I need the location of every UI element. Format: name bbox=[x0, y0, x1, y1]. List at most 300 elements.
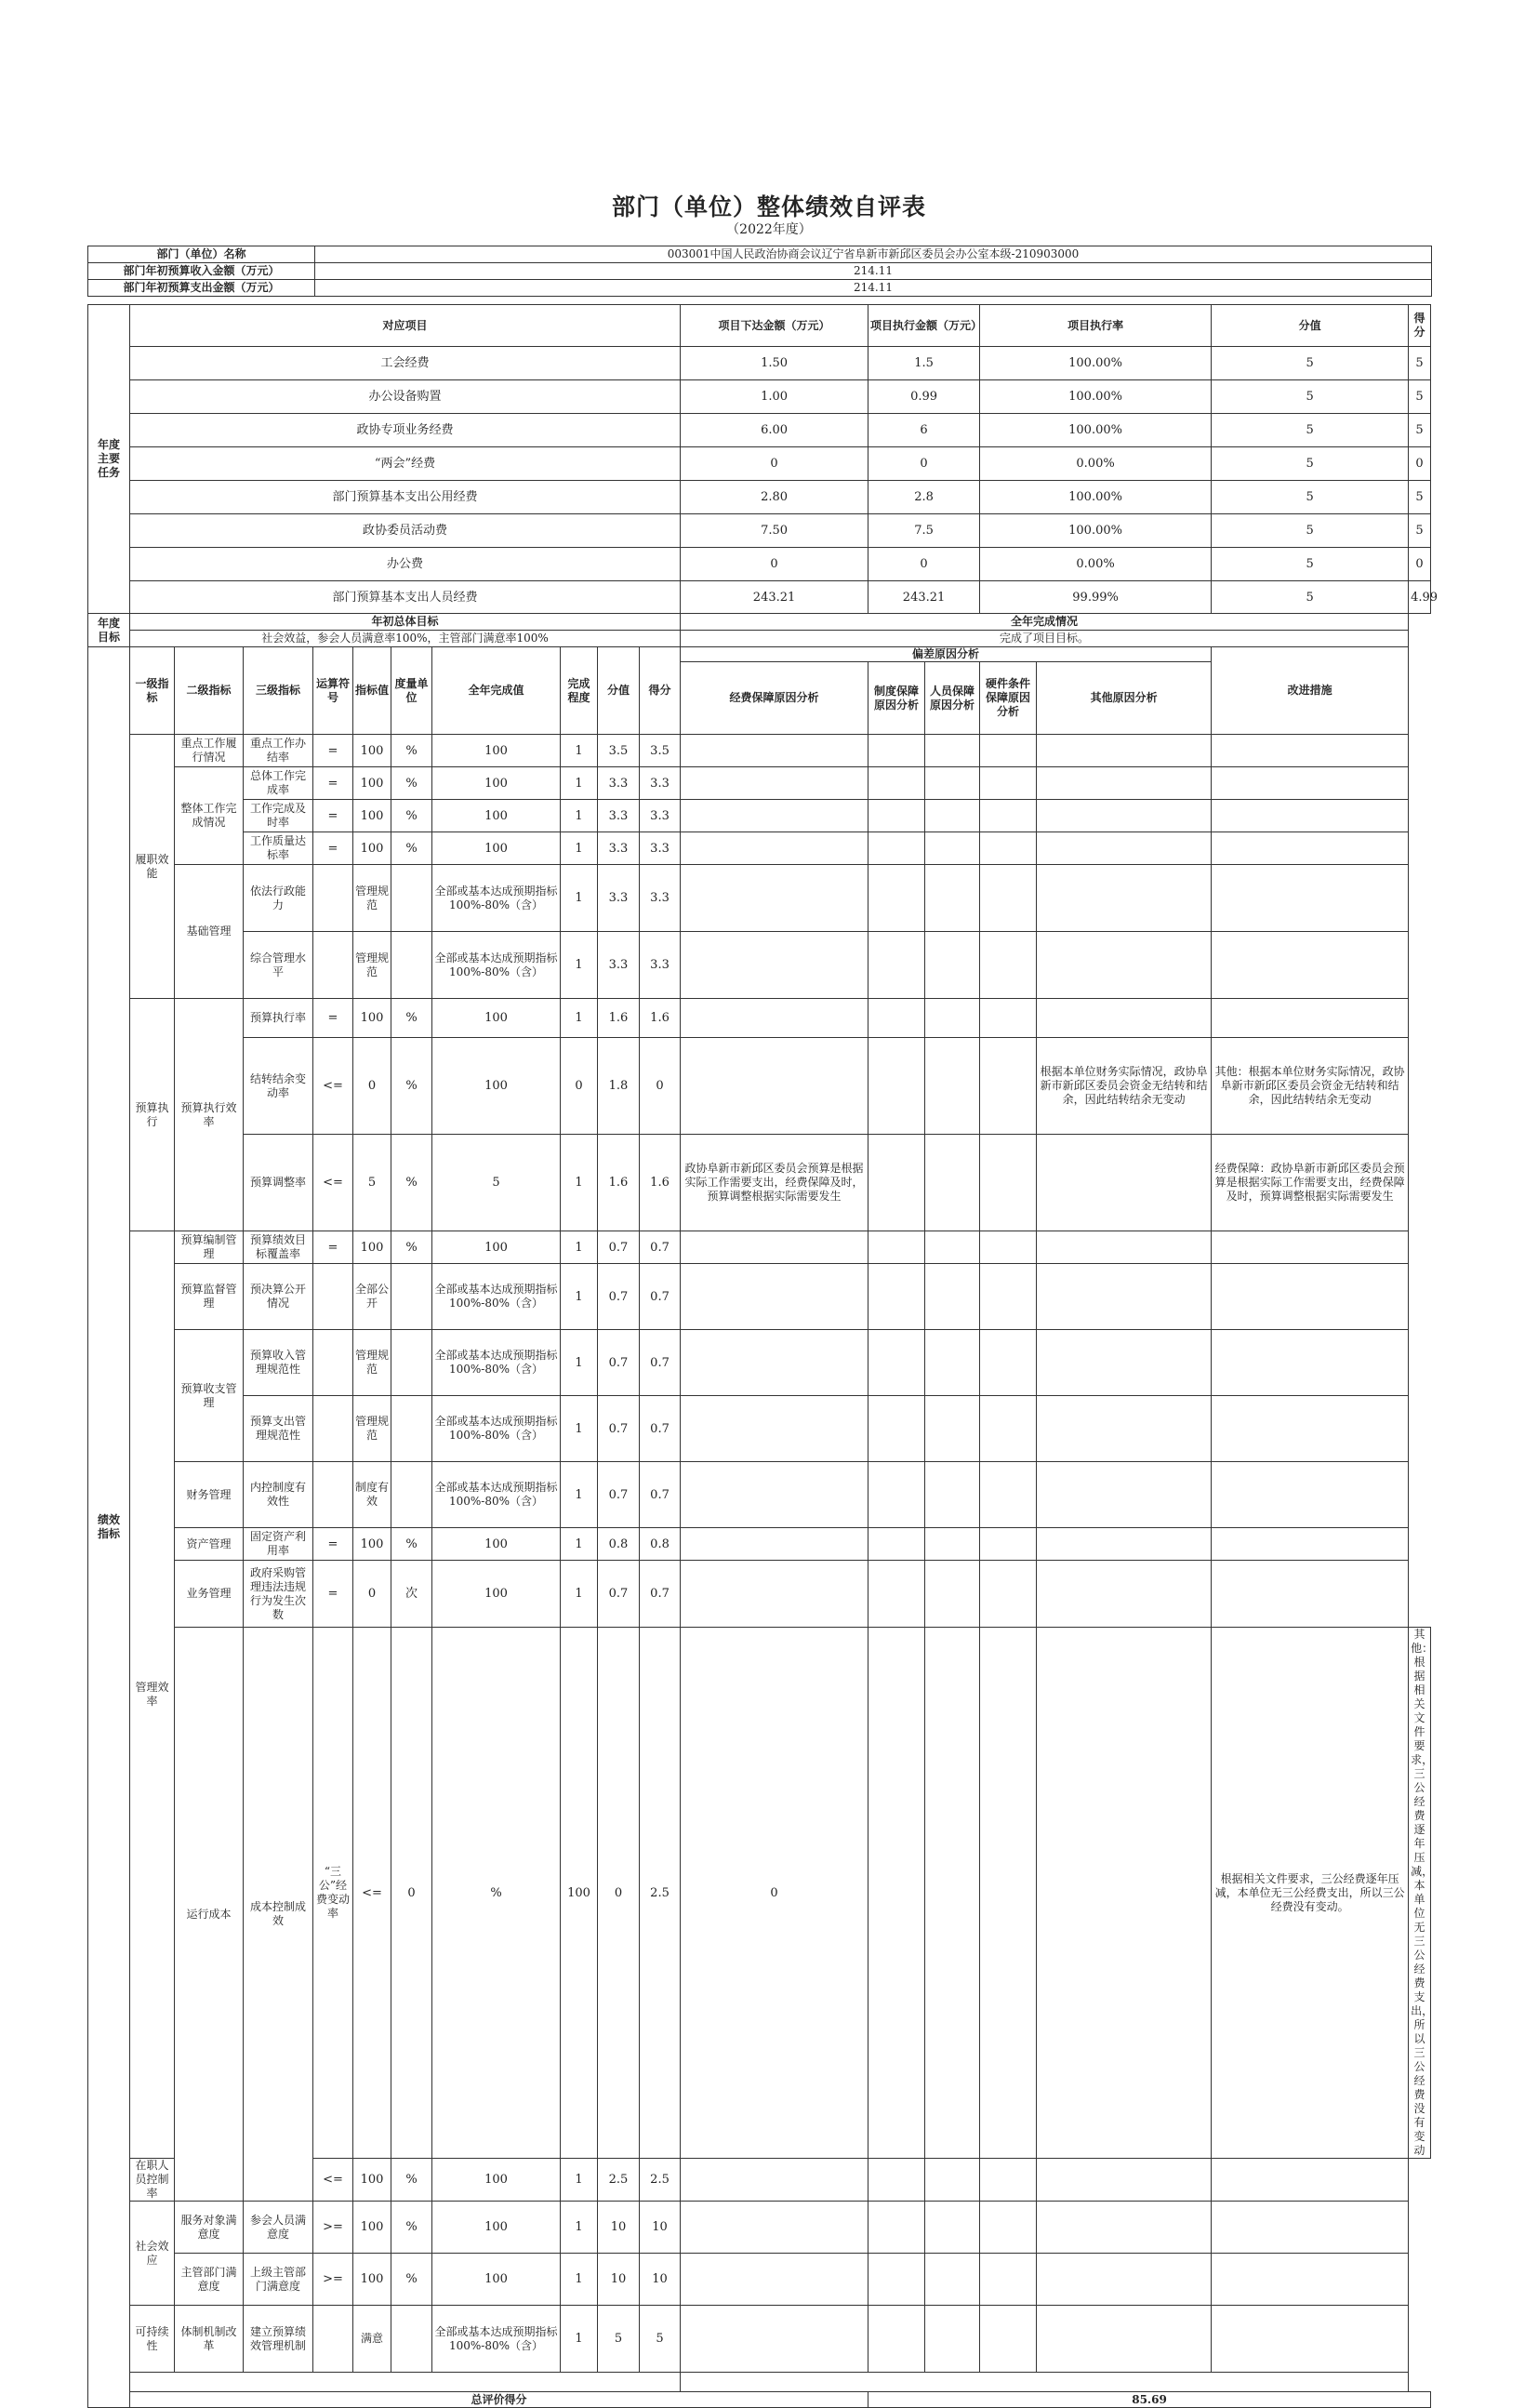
col-dev-hardware: 硬件条件保障原因分析 bbox=[980, 662, 1037, 735]
score-cell: 10 bbox=[598, 2202, 640, 2254]
got-cell: 0.7 bbox=[640, 1330, 681, 1396]
goals-section-label: 年度目标 bbox=[88, 614, 130, 647]
task-row bbox=[88, 347, 1431, 380]
task-row bbox=[88, 447, 1431, 481]
page-title: 部门（单位）整体绩效自评表 bbox=[611, 193, 926, 220]
goals-initial-header: 年初总体目标 bbox=[130, 614, 681, 631]
actual-cell: 100 bbox=[432, 1528, 561, 1561]
level3-cell: 工作质量达标率 bbox=[244, 832, 313, 865]
actual-cell: 全部或基本达成预期指标100%-80%（含） bbox=[432, 1330, 561, 1396]
level3-cell: 固定资产利用率 bbox=[244, 1528, 313, 1561]
level1-cell: 社会效应 bbox=[130, 2202, 175, 2306]
indicator-row bbox=[88, 1561, 1431, 1628]
level2-cell: 基础管理 bbox=[175, 865, 244, 999]
level1-cell: 预算执行 bbox=[130, 999, 175, 1231]
level2-cell: 资产管理 bbox=[175, 1528, 244, 1561]
task-row bbox=[88, 414, 1431, 447]
level2-cell: 预算编制管理 bbox=[175, 1231, 244, 1264]
level3-cell: 总体工作完成率 bbox=[244, 767, 313, 800]
score-cell: 5 bbox=[598, 2306, 640, 2373]
op-cell: <= bbox=[313, 1135, 353, 1231]
task-cell: 0.00% bbox=[980, 447, 1212, 481]
got-cell: 3.3 bbox=[640, 767, 681, 800]
target-cell: 100 bbox=[353, 767, 391, 800]
got-cell: 3.3 bbox=[640, 832, 681, 865]
task-cell: 5 bbox=[1212, 347, 1409, 380]
task-cell: 0 bbox=[1409, 447, 1431, 481]
indicator-row bbox=[88, 1330, 1431, 1396]
level2-cell: 主管部门满意度 bbox=[175, 2254, 244, 2306]
op-cell: = bbox=[313, 1561, 353, 1628]
task-cell: 0 bbox=[681, 548, 868, 581]
indicator-row bbox=[88, 832, 1431, 865]
task-name: 办公费 bbox=[130, 548, 681, 581]
tasks-col-header: 分值 bbox=[1212, 305, 1409, 347]
unit-cell: % bbox=[391, 735, 432, 767]
indicator-row bbox=[88, 932, 1431, 999]
spacer-row bbox=[88, 2373, 1431, 2392]
score-cell: 0.7 bbox=[598, 1561, 640, 1628]
improvement-note: 其他：根据相关文件要求，三公经费逐年压减，本单位无三公经费支出，所以三公经费没有变动 bbox=[1409, 1628, 1431, 2159]
score-cell: 0.7 bbox=[598, 1231, 640, 1264]
col-dev-system: 制度保障原因分析 bbox=[868, 662, 925, 735]
op-cell bbox=[313, 865, 353, 932]
goals-initial-value: 社会效益，参会人员满意率100%，主管部门满意率100% bbox=[130, 631, 681, 647]
score-cell: 3.3 bbox=[598, 800, 640, 832]
unit-cell: % bbox=[391, 800, 432, 832]
score-cell: 0.7 bbox=[598, 1264, 640, 1330]
op-cell: <= bbox=[313, 2159, 353, 2202]
got-cell: 10 bbox=[640, 2202, 681, 2254]
actual-cell: 100 bbox=[432, 832, 561, 865]
target-cell: 制度有效 bbox=[353, 1462, 391, 1528]
level3-cell: 参会人员满意度 bbox=[244, 2202, 313, 2254]
unit-cell: % bbox=[391, 1038, 432, 1135]
unit-cell: % bbox=[432, 1628, 561, 2159]
level3-cell: 预算收入管理规范性 bbox=[244, 1330, 313, 1396]
task-cell: 4.99 bbox=[1409, 581, 1431, 614]
actual-cell: 100 bbox=[432, 1561, 561, 1628]
tasks-col-header: 项目下达金额（万元） bbox=[681, 305, 868, 347]
level2-cell: 预算监督管理 bbox=[175, 1264, 244, 1330]
col-score: 分值 bbox=[598, 647, 640, 735]
task-name: 工会经费 bbox=[130, 347, 681, 380]
level3-cell: 建立预算绩效管理机制 bbox=[244, 2306, 313, 2373]
got-cell: 0.7 bbox=[640, 1231, 681, 1264]
level3-cell: 依法行政能力 bbox=[244, 865, 313, 932]
target-cell: 管理规范 bbox=[353, 1330, 391, 1396]
tasks-col-header: 得分 bbox=[1409, 305, 1431, 347]
level3-cell: “三公”经费变动率 bbox=[313, 1628, 353, 2159]
actual-cell: 100 bbox=[432, 767, 561, 800]
indicator-row bbox=[88, 767, 1431, 800]
level3-cell: 预决算公开情况 bbox=[244, 1264, 313, 1330]
actual-cell: 100 bbox=[432, 999, 561, 1038]
task-cell: 0 bbox=[681, 447, 868, 481]
score-cell: 1.8 bbox=[598, 1038, 640, 1135]
op-cell: = bbox=[313, 1528, 353, 1561]
task-row bbox=[88, 581, 1431, 614]
degree-cell: 1 bbox=[561, 2254, 598, 2306]
unit-cell: % bbox=[391, 832, 432, 865]
level1-cell: 管理效率 bbox=[130, 1231, 175, 2159]
got-cell: 5 bbox=[640, 2306, 681, 2373]
level3-cell: 工作完成及时率 bbox=[244, 800, 313, 832]
unit-cell: 次 bbox=[391, 1561, 432, 1628]
header-label: 部门年初预算收入金额（万元） bbox=[88, 263, 315, 280]
unit-cell bbox=[391, 1396, 432, 1462]
col-unit: 度量单位 bbox=[391, 647, 432, 735]
task-cell: 5 bbox=[1212, 514, 1409, 548]
unit-cell: % bbox=[391, 1231, 432, 1264]
got-cell: 0 bbox=[681, 1628, 868, 2159]
got-cell: 0.8 bbox=[640, 1528, 681, 1561]
score-cell: 3.3 bbox=[598, 865, 640, 932]
target-cell: 100 bbox=[353, 1528, 391, 1561]
actual-cell: 100 bbox=[432, 2159, 561, 2202]
target-cell: 0 bbox=[391, 1628, 432, 2159]
actual-cell: 100 bbox=[561, 1628, 598, 2159]
indicator-row bbox=[88, 735, 1431, 767]
unit-cell bbox=[391, 2306, 432, 2373]
got-cell: 3.3 bbox=[640, 932, 681, 999]
actual-cell: 全部或基本达成预期指标100%-80%（含） bbox=[432, 2306, 561, 2373]
task-cell: 1.5 bbox=[868, 347, 980, 380]
op-cell bbox=[313, 1462, 353, 1528]
task-cell: 0.00% bbox=[980, 548, 1212, 581]
target-cell: 满意 bbox=[353, 2306, 391, 2373]
task-row bbox=[88, 380, 1431, 414]
op-cell: = bbox=[313, 800, 353, 832]
col-level3: 三级指标 bbox=[244, 647, 313, 735]
unit-cell: % bbox=[391, 2254, 432, 2306]
got-cell: 0.7 bbox=[640, 1396, 681, 1462]
task-cell: 2.80 bbox=[681, 481, 868, 514]
task-cell: 7.50 bbox=[681, 514, 868, 548]
level3-cell: 上级主管部门满意度 bbox=[244, 2254, 313, 2306]
level1-cell: 履职效能 bbox=[130, 735, 175, 999]
indicator-row bbox=[88, 800, 1431, 832]
level2-cell: 重点工作履行情况 bbox=[175, 735, 244, 767]
op-cell bbox=[313, 932, 353, 999]
actual-cell: 100 bbox=[432, 1231, 561, 1264]
level2-cell: 体制机制改革 bbox=[175, 2306, 244, 2373]
level3-cell: 综合管理水平 bbox=[244, 932, 313, 999]
indicator-row bbox=[88, 1462, 1431, 1528]
score-cell: 1.6 bbox=[598, 999, 640, 1038]
degree-cell: 1 bbox=[561, 932, 598, 999]
target-cell: 100 bbox=[353, 735, 391, 767]
degree-cell: 1 bbox=[561, 1135, 598, 1231]
op-cell bbox=[313, 1264, 353, 1330]
deviation-other-note: 根据本单位财务实际情况，政协阜新市新邱区委员会资金无结转和结余，因此结转结余无变动 bbox=[1037, 1038, 1212, 1135]
target-cell: 管理规范 bbox=[353, 1396, 391, 1462]
deviation-other-note: 根据相关文件要求，三公经费逐年压减，本单位无三公经费支出，所以三公经费没有变动。 bbox=[1212, 1628, 1409, 2159]
target-cell: 管理规范 bbox=[353, 932, 391, 999]
task-cell: 0 bbox=[868, 447, 980, 481]
header-value: 003001中国人民政治协商会议辽宁省阜新市新邱区委员会办公室本级-210903000 bbox=[315, 246, 1432, 263]
goals-complete-header: 全年完成情况 bbox=[681, 614, 1409, 631]
got-cell: 3.3 bbox=[640, 800, 681, 832]
level3-cell: 预算调整率 bbox=[244, 1135, 313, 1231]
level2-cell: 服务对象满意度 bbox=[175, 2202, 244, 2254]
actual-cell: 5 bbox=[432, 1135, 561, 1231]
task-name: 政协专项业务经费 bbox=[130, 414, 681, 447]
op-cell: >= bbox=[313, 2254, 353, 2306]
degree-cell: 1 bbox=[561, 1561, 598, 1628]
indicator-row bbox=[88, 2202, 1431, 2254]
task-name: 部门预算基本支出公用经费 bbox=[130, 481, 681, 514]
indicator-row bbox=[88, 2254, 1431, 2306]
level2-cell: 预算执行效率 bbox=[175, 999, 244, 1231]
task-cell: 6.00 bbox=[681, 414, 868, 447]
degree-cell: 1 bbox=[561, 2159, 598, 2202]
score-cell: 2.5 bbox=[598, 2159, 640, 2202]
task-cell: 5 bbox=[1212, 581, 1409, 614]
task-cell: 1.00 bbox=[681, 380, 868, 414]
header-label: 部门年初预算支出金额（万元） bbox=[88, 280, 315, 297]
page-year: （2022年度） bbox=[726, 222, 812, 237]
task-cell: 0 bbox=[1409, 548, 1431, 581]
op-cell bbox=[313, 1396, 353, 1462]
got-cell: 0.7 bbox=[640, 1264, 681, 1330]
task-cell: 0.99 bbox=[868, 380, 980, 414]
degree-cell: 0 bbox=[561, 1038, 598, 1135]
indicator-row bbox=[88, 1038, 1431, 1135]
task-cell: 99.99% bbox=[980, 581, 1212, 614]
score-cell: 2.5 bbox=[640, 1628, 681, 2159]
indicator-row bbox=[88, 2306, 1431, 2373]
degree-cell: 1 bbox=[561, 2202, 598, 2254]
score-cell: 1.6 bbox=[598, 1135, 640, 1231]
task-cell: 100.00% bbox=[980, 514, 1212, 548]
op-cell bbox=[313, 1330, 353, 1396]
target-cell: 100 bbox=[353, 999, 391, 1038]
task-cell: 5 bbox=[1409, 380, 1431, 414]
task-row bbox=[88, 548, 1431, 581]
task-cell: 5 bbox=[1212, 414, 1409, 447]
target-cell: 0 bbox=[353, 1561, 391, 1628]
degree-cell: 1 bbox=[561, 735, 598, 767]
unit-cell bbox=[391, 1330, 432, 1396]
op-cell: <= bbox=[313, 1038, 353, 1135]
task-cell: 5 bbox=[1409, 514, 1431, 548]
target-cell: 100 bbox=[353, 2159, 391, 2202]
degree-cell: 1 bbox=[561, 865, 598, 932]
col-degree: 完成程度 bbox=[561, 647, 598, 735]
score-cell: 3.3 bbox=[598, 832, 640, 865]
task-cell: 0 bbox=[868, 548, 980, 581]
header-row bbox=[88, 246, 1432, 263]
actual-cell: 全部或基本达成预期指标100%-80%（含） bbox=[432, 865, 561, 932]
total-row bbox=[88, 2392, 1431, 2408]
task-row bbox=[88, 514, 1431, 548]
unit-cell: % bbox=[391, 999, 432, 1038]
unit-cell bbox=[391, 865, 432, 932]
improvement-note: 经费保障：政协阜新市新邱区委员会预算是根据实际工作需要支出，经费保障及时，预算调整根据实际需要发生 bbox=[1212, 1135, 1409, 1231]
task-name: 办公设备购置 bbox=[130, 380, 681, 414]
score-cell: 3.3 bbox=[598, 767, 640, 800]
indicator-row bbox=[88, 999, 1431, 1038]
level3-cell: 预算执行率 bbox=[244, 999, 313, 1038]
total-label: 总评价得分 bbox=[130, 2392, 868, 2408]
task-cell: 5 bbox=[1409, 347, 1431, 380]
header-label: 部门（单位）名称 bbox=[88, 246, 315, 263]
got-cell: 10 bbox=[640, 2254, 681, 2306]
indicator-row bbox=[88, 1396, 1431, 1462]
col-deviation: 偏差原因分析 bbox=[681, 647, 1212, 662]
task-cell: 243.21 bbox=[868, 581, 980, 614]
header-value: 214.11 bbox=[315, 263, 1432, 280]
col-target: 指标值 bbox=[353, 647, 391, 735]
task-cell: 5 bbox=[1212, 481, 1409, 514]
task-row bbox=[88, 481, 1431, 514]
target-cell: 100 bbox=[353, 832, 391, 865]
col-level1: 一级指标 bbox=[130, 647, 175, 735]
op-cell: = bbox=[313, 832, 353, 865]
got-cell: 1.6 bbox=[640, 1135, 681, 1231]
op-cell bbox=[313, 2306, 353, 2373]
got-cell: 0.7 bbox=[640, 1561, 681, 1628]
unit-cell: % bbox=[391, 2202, 432, 2254]
indicator-row bbox=[88, 1231, 1431, 1264]
unit-cell bbox=[391, 1264, 432, 1330]
actual-cell: 全部或基本达成预期指标100%-80%（含） bbox=[432, 1264, 561, 1330]
task-cell: 100.00% bbox=[980, 380, 1212, 414]
header-row bbox=[88, 263, 1432, 280]
got-cell: 3.3 bbox=[640, 865, 681, 932]
degree-cell: 1 bbox=[561, 1231, 598, 1264]
got-cell: 0 bbox=[640, 1038, 681, 1135]
level2-cell: 预算收支管理 bbox=[175, 1330, 244, 1462]
target-cell: 100 bbox=[353, 2202, 391, 2254]
unit-cell: % bbox=[391, 767, 432, 800]
level3-cell: 预算支出管理规范性 bbox=[244, 1396, 313, 1462]
score-cell: 3.3 bbox=[598, 932, 640, 999]
actual-cell: 100 bbox=[432, 2202, 561, 2254]
level1-cell: 运行成本 bbox=[175, 1628, 244, 2202]
level2-cell: 财务管理 bbox=[175, 1462, 244, 1528]
level1-cell: 可持续性 bbox=[130, 2306, 175, 2373]
actual-cell: 全部或基本达成预期指标100%-80%（含） bbox=[432, 1396, 561, 1462]
degree-cell: 0 bbox=[598, 1628, 640, 2159]
level3-cell: 政府采购管理违法违规行为发生次数 bbox=[244, 1561, 313, 1628]
task-cell: 5 bbox=[1212, 380, 1409, 414]
unit-cell bbox=[391, 932, 432, 999]
indicator-row bbox=[88, 865, 1431, 932]
degree-cell: 1 bbox=[561, 767, 598, 800]
got-cell: 1.6 bbox=[640, 999, 681, 1038]
degree-cell: 1 bbox=[561, 1462, 598, 1528]
indicator-row bbox=[88, 1264, 1431, 1330]
got-cell: 2.5 bbox=[640, 2159, 681, 2202]
op-cell: = bbox=[313, 1231, 353, 1264]
col-op: 运算符号 bbox=[313, 647, 353, 735]
indicator-row bbox=[88, 1628, 1431, 2159]
header-value: 214.11 bbox=[315, 280, 1432, 297]
score-cell: 0.8 bbox=[598, 1528, 640, 1561]
target-cell: 管理规范 bbox=[353, 865, 391, 932]
task-cell: 243.21 bbox=[681, 581, 868, 614]
col-actual: 全年完成值 bbox=[432, 647, 561, 735]
col-dev-personnel: 人员保障原因分析 bbox=[925, 662, 980, 735]
level2-cell: 业务管理 bbox=[175, 1561, 244, 1628]
target-cell: 5 bbox=[353, 1135, 391, 1231]
task-cell: 7.5 bbox=[868, 514, 980, 548]
level3-cell: 预算绩效目标覆盖率 bbox=[244, 1231, 313, 1264]
task-cell: 5 bbox=[1409, 481, 1431, 514]
target-cell: 0 bbox=[353, 1038, 391, 1135]
tasks-col-header: 对应项目 bbox=[130, 305, 681, 347]
tasks-col-header: 项目执行率 bbox=[980, 305, 1212, 347]
header-row bbox=[88, 280, 1432, 297]
task-name: 政协委员活动费 bbox=[130, 514, 681, 548]
level3-cell: 在职人员控制率 bbox=[130, 2159, 175, 2202]
col-level2: 二级指标 bbox=[175, 647, 244, 735]
degree-cell: 1 bbox=[561, 800, 598, 832]
indicators-section-label: 绩效指标 bbox=[88, 647, 130, 2408]
task-name: 部门预算基本支出人员经费 bbox=[130, 581, 681, 614]
col-got: 得分 bbox=[640, 647, 681, 735]
op-cell: = bbox=[313, 999, 353, 1038]
actual-cell: 全部或基本达成预期指标100%-80%（含） bbox=[432, 932, 561, 999]
op-cell: >= bbox=[313, 2202, 353, 2254]
got-cell: 0.7 bbox=[640, 1462, 681, 1528]
main-table bbox=[87, 304, 1439, 2408]
col-improve: 改进措施 bbox=[1212, 647, 1409, 735]
target-cell: 100 bbox=[353, 1231, 391, 1264]
degree-cell: 1 bbox=[561, 1528, 598, 1561]
improvement-note: 其他：根据本单位财务实际情况，政协阜新市新邱区委员会资金无结转和结余，因此结转结余无变动 bbox=[1212, 1038, 1409, 1135]
score-cell: 0.7 bbox=[598, 1396, 640, 1462]
unit-cell: % bbox=[391, 1528, 432, 1561]
total-value: 85.69 bbox=[868, 2392, 1431, 2408]
task-cell: 5 bbox=[1409, 414, 1431, 447]
level3-cell: 重点工作办结率 bbox=[244, 735, 313, 767]
header-table bbox=[87, 246, 1432, 297]
unit-cell bbox=[391, 1462, 432, 1528]
col-dev-funding: 经费保障原因分析 bbox=[681, 662, 868, 735]
task-cell: 100.00% bbox=[980, 347, 1212, 380]
indicator-row bbox=[88, 1528, 1431, 1561]
degree-cell: 1 bbox=[561, 1396, 598, 1462]
task-cell: 5 bbox=[1212, 548, 1409, 581]
task-cell: 5 bbox=[1212, 447, 1409, 481]
degree-cell: 1 bbox=[561, 999, 598, 1038]
op-cell: <= bbox=[353, 1628, 391, 2159]
got-cell: 3.5 bbox=[640, 735, 681, 767]
task-cell: 100.00% bbox=[980, 414, 1212, 447]
deviation-funding-note: 政协阜新市新邱区委员会预算是根据实际工作需要支出，经费保障及时，预算调整根据实际需要发生 bbox=[681, 1135, 868, 1231]
score-cell: 0.7 bbox=[598, 1330, 640, 1396]
task-cell: 6 bbox=[868, 414, 980, 447]
level3-cell: 结转结余变动率 bbox=[244, 1038, 313, 1135]
target-cell: 100 bbox=[353, 2254, 391, 2306]
target-cell: 全部公开 bbox=[353, 1264, 391, 1330]
level2-cell: 成本控制成效 bbox=[244, 1628, 313, 2202]
degree-cell: 1 bbox=[561, 1264, 598, 1330]
op-cell: = bbox=[313, 767, 353, 800]
task-cell: 1.50 bbox=[681, 347, 868, 380]
actual-cell: 100 bbox=[432, 800, 561, 832]
unit-cell: % bbox=[391, 1135, 432, 1231]
tasks-section-label: 年度主要任务 bbox=[88, 305, 130, 614]
level2-cell: 整体工作完成情况 bbox=[175, 767, 244, 865]
goals-complete-value: 完成了项目目标。 bbox=[681, 631, 1409, 647]
score-cell: 0.7 bbox=[598, 1462, 640, 1528]
actual-cell: 全部或基本达成预期指标100%-80%（含） bbox=[432, 1462, 561, 1528]
task-name: “两会”经费 bbox=[130, 447, 681, 481]
